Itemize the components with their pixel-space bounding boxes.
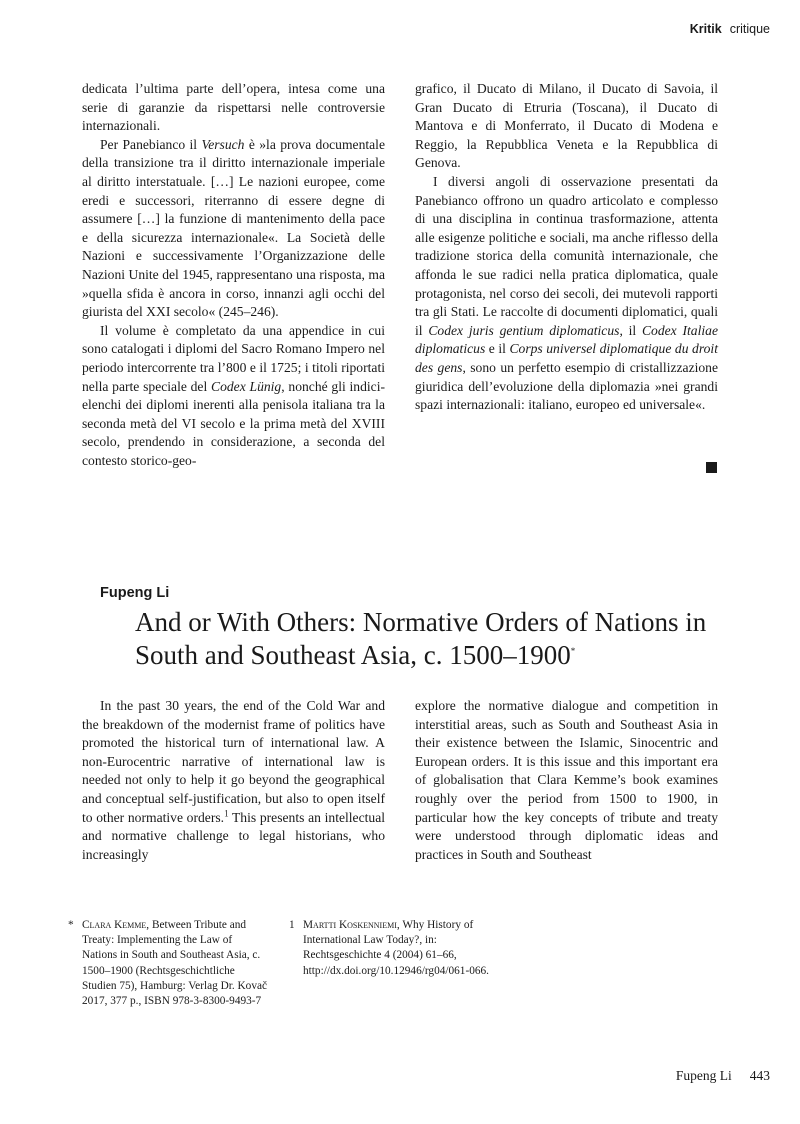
paragraph: explore the normative dialogue and competition in interstitial areas, such as South and Southeast Asia in their existence between the Islamic, Sinocentric and European orders. It is this issue and this important era of globalisation that Clara Kemme’s book examines roughly over the period from 1500 to 1900, in particular how the key concepts of tribute and treaty were understood through diplomatic ideas and practices in South and Southeast [415, 698, 718, 862]
running-footer [676, 1068, 770, 1084]
review-body-column-left [82, 697, 385, 864]
page-number: 443 [749, 1068, 770, 1083]
review-author: Fupeng Li [100, 585, 170, 601]
running-header [690, 22, 770, 36]
previous-review-column-right [415, 80, 718, 415]
paragraph: grafico, il Ducato di Milano, il Ducato di Savoia, il Gran Ducato di Etruria (Toscana), il Ducato di Mantova e di Monferrato, il Ducato di Modena e Reggio, la Repubblica Veneta e la Repubblica di Genova. [415, 81, 718, 171]
subsection-label: critique [729, 22, 770, 36]
footnote: * Clara Kemme, Between Tribute and Treaty: Implementing the Law of Nations in South and Southeast Asia, c. 1500–1900 (Rechtsgeschichtliche Studien 75), Hamburg: Verlag Dr. Kovač 2017, 377 p., ISBN 978-3-8300-9493-7 [68, 919, 268, 1008]
review-body-column-right [415, 697, 718, 864]
paragraph: Il volume è completato da una appendice in cui sono catalogati i diplomi del Sacro Romano Impero nel periodo intercorrente tra l’800 e il 1725; i titoli riportati nella parte speciale del Codex Lünig, nonché gli indici-elenchi dei diplomi inerenti alla penisola italiana tra la seconda metà del VI secolo e la prima metà del XVIII secolo, prendendo in considerazione, a seconda del contesto storico-geo- [82, 322, 386, 468]
paragraph: I diversi angoli di osservazione presentati da Panebianco offrono un quadro articolato e complesso di una disciplina in continua trasformazione, attenta alle esigenze politiche e sociali, ma anche riflesso della tradizione storica della comunità internazionale, che affonda le sue radici nella pratica diplomatica, quale protagonista, nel corso dei secoli, dei mutevoli rapporti tra gli Stati. Le raccolte di documenti diplomatici, quali il Codex juris gentium diplomaticus, il Codex Italiae diplomaticus e il Corps universel diplomatique du droit des gens, sono un perfetto esempio di cristallizzazione giuridica dell’evoluzione della diplomazia »nei grandi spazi internazionali: italiano, europeo ed universale«. [415, 173, 719, 413]
previous-review-column-left [82, 80, 385, 470]
paragraph: In the past 30 years, the end of the Cold War and the breakdown of the modernist frame of politics have promoted the historical turn of international law. A non-Eurocentric narrative of international law is needed not only to help it go beyond the geographical and conceptual self-justification, but also to open itself to other normative orders.$^1$ This presents an intellectual and normative challenge to legal historians, who increasingly [82, 698, 386, 862]
review-title: And or With Others: Normative Orders of Nations in South and Southeast Asia, c. 1500–1900* [135, 607, 707, 670]
paragraph: Per Panebianco il Versuch è »la prova documentale della transizione tra il diritto internazionale imperiale al diritto interstatuale. […] Le nazioni europee, come eredi e successori, riterranno di essere degne di assumere […] la funzione di mantenimento della pace e della sicurezza internazionale«. La Società delle Nazioni e successivamente l’Organizzazione delle Nazioni Unite del 1945, rappresentano una risposta, ma »quella sfida è ancora in corso, innanzi agli occhi del giurista del XXI secolo« (245–246). [82, 136, 385, 320]
paragraph: dedicata l’ultima parte dell’opera, intesa come una serie di garanzie da rispettarsi nelle controversie internazionali. [82, 81, 385, 134]
footer-author: Fupeng Li [675, 1068, 732, 1083]
footnote: 1 Martti Koskenniemi, Why History of International Law Today?, in: Rechtsgeschichte 4 (2004) 61–66, http://dx.doi.org/10.12946/rg04/061-066. [289, 919, 489, 977]
title-footnote-mark: * [570, 646, 576, 656]
section-label: Kritik [689, 22, 722, 36]
end-of-review-square-icon [706, 462, 717, 473]
footnote-ref: 1 [224, 808, 229, 819]
